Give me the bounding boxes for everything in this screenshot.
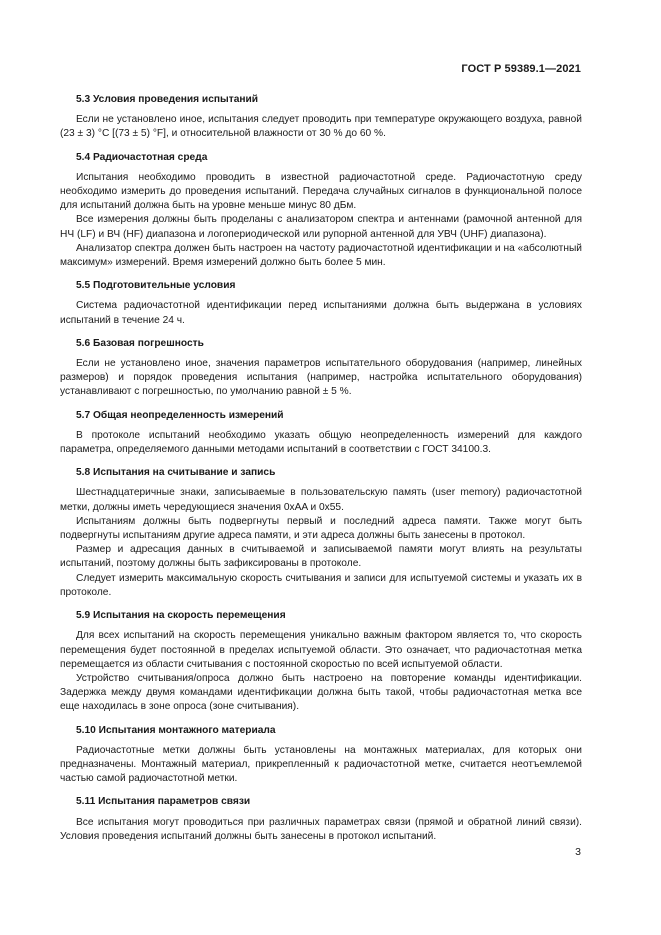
document-body: [60, 93, 582, 853]
paragraph: В протоколе испытаний необходимо указать общую неопределенность измерений для каждого параметра, определяемого данными методами испытаний в соответствии с ГОСТ 34100.3.: [60, 429, 582, 456]
section-5-11: [60, 795, 582, 844]
section-heading: 5.7 Общая неопределенность измерений: [76, 409, 284, 421]
section-heading: 5.10 Испытания монтажного материала: [76, 724, 276, 736]
paragraph: Следует измерить максимальную скорость считывания и записи для испытуемой системы и указать их в протоколе.: [60, 572, 582, 598]
paragraph: Все измерения должны быть проделаны с анализатором спектра и антеннами (рамочной антенной для НЧ (LF) и ВЧ (HF) диапазона и логопериодической или рупорной антенной для УВЧ (UHF) диапазона).: [60, 214, 582, 240]
paragraph: Для всех испытаний на скорость перемещения уникально важным фактором является то, что скорость перемещения будет постоянной в пределах испытуемой области. Это означает, что радиочастотная метка перемещается из области считывания с постоянной скоростью по всей испытуемой области.: [60, 630, 582, 670]
paragraph: Размер и адресация данных в считываемой и записываемой памяти могут влиять на результаты испытаний, поэтому должны быть зафиксированы в протоколе.: [60, 544, 582, 570]
paragraph: Анализатор спектра должен быть настроен на частоту радиочастотной идентификации и на «абсолютный максимум» измерений. Время измерений должно быть более 5 мин.: [60, 242, 582, 269]
paragraph: Устройство считывания/опроса должно быть настроено на повторение команды идентификации. Задержка между двумя командами идентификации должна быть такой, чтобы радиочастотная метка все еще находилась в зоне опроса (зоне считывания).: [60, 672, 582, 713]
section-heading: 5.8 Испытания на считывание и запись: [76, 467, 276, 479]
section-heading: 5.5 Подготовительные условия: [76, 280, 236, 292]
section-5-7: [60, 409, 582, 458]
paragraph: Радиочастотные метки должны быть установлены на монтажных материалах, для которых они предназначены. Монтажный материал, прикрепленный к радиочастотной метке, считается неотъемлемой частью самой радиочастотной метки.: [60, 744, 582, 785]
section-5-8: [60, 466, 582, 600]
section-heading: 5.9 Испытания на скорость перемещения: [76, 610, 286, 622]
section-5-6: [60, 337, 582, 400]
section-heading: 5.4 Радиочастотная среда: [76, 151, 208, 163]
paragraph: Испытания необходимо проводить в известной радиочастотной среде. Радиочастотную среду необходимо измерить до проведения испытаний. Передача случайных сигналов в функциональной полосе для испытаний должна быть на уровне меньше минус 80 дБм.: [60, 171, 582, 212]
paragraph: Если не установлено иное, значения параметров испытательного оборудования (например, линейных размеров) и порядок проведения испытания (например, настройка испытательного оборудования) устанавливают с погрешностью, по умолчанию равной ± 5 %.: [60, 358, 582, 398]
page-number: 3: [575, 846, 581, 858]
paragraph: Все испытания могут проводиться при различных параметрах связи (прямой и обратной линий связи). Условия проведения испытаний должны быть занесены в протокол испытаний.: [60, 816, 582, 842]
paragraph: Испытаниям должны быть подвергнуты первый и последний адреса памяти. Также могут быть подвергнуты испытаниям другие адреса памяти, и эти адреса должны быть занесены в протокол.: [60, 515, 582, 542]
section-5-9: [60, 609, 582, 714]
section-5-3: [60, 93, 582, 142]
section-5-4: [60, 151, 582, 271]
paragraph: Шестнадцатеричные знаки, записываемые в пользовательскую память (user memory) радиочастотной метки, должны иметь чередующиеся значения 0xAA и 0x55.: [60, 487, 582, 513]
paragraph: Если не установлено иное, испытания следует проводить при температуре окружающего воздуха, равной (23 ± 3) °С [(73 ± 5) °F], и относительной влажности от 30 % до 60 %.: [60, 114, 582, 140]
section-heading: 5.6 Базовая погрешность: [76, 337, 204, 349]
document-code: ГОСТ Р 59389.1—2021: [461, 63, 581, 75]
paragraph: Система радиочастотной идентификации перед испытаниями должна быть выдержана в условиях испытаний в течение 24 ч.: [60, 300, 582, 326]
section-heading: 5.11 Испытания параметров связи: [76, 796, 251, 808]
section-heading: 5.3 Условия проведения испытаний: [76, 94, 259, 105]
section-5-5: [60, 279, 582, 328]
section-5-10: [60, 724, 582, 787]
